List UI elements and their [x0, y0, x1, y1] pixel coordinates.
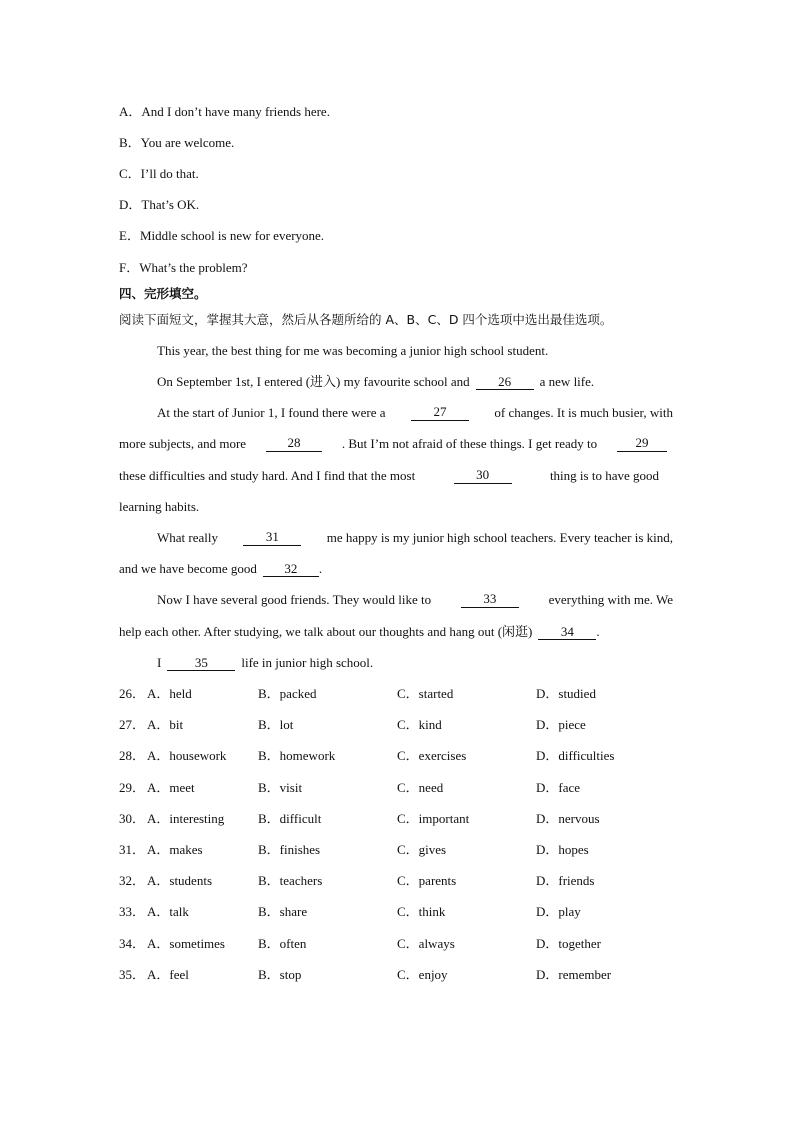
- option-b[interactable]: B．share: [258, 904, 308, 919]
- blank-34[interactable]: 34: [538, 625, 596, 640]
- option-d[interactable]: D．face: [536, 780, 581, 795]
- question-row: [119, 717, 679, 733]
- passage-text: life in junior high school.: [241, 655, 374, 670]
- section-heading: 四、完形填空。: [119, 286, 207, 301]
- option-c[interactable]: C．started: [397, 686, 454, 701]
- passage-text: more subjects, and more: [119, 436, 247, 451]
- option-a[interactable]: A．held: [147, 686, 192, 701]
- question-number: 31．: [119, 842, 146, 857]
- section-instruction: 阅读下面短文，掌握其大意，然后从各题所给的 A、B、C、D 四个选项中选出最佳选项。: [119, 312, 613, 327]
- option-c[interactable]: C．enjoy: [397, 967, 448, 982]
- passage-text: me happy is my junior high school teachers. Every teacher is kind,: [326, 530, 673, 545]
- passage-text: At the start of Junior 1, I found there were a: [157, 405, 386, 420]
- option-a[interactable]: A．housework: [147, 748, 227, 763]
- prev-option-d: D．That’s OK.: [119, 197, 200, 212]
- option-b[interactable]: B．often: [258, 936, 307, 951]
- passage-text: On September 1st, I entered (进入) my favourite school and: [157, 374, 470, 389]
- blank-31[interactable]: 31: [243, 530, 301, 546]
- question-number: 27．: [119, 717, 146, 732]
- passage-line: [119, 561, 322, 577]
- option-a[interactable]: A．talk: [147, 904, 189, 919]
- blank-35[interactable]: 35: [167, 656, 235, 671]
- question-number: 32．: [119, 873, 146, 888]
- option-c[interactable]: C．parents: [397, 873, 457, 888]
- passage-line: This year, the best thing for me was becoming a junior high school student.: [157, 343, 549, 358]
- question-number: 28．: [119, 748, 146, 763]
- option-d[interactable]: D．hopes: [536, 842, 589, 857]
- question-row: [119, 904, 679, 920]
- question-number: 33．: [119, 904, 146, 919]
- option-d[interactable]: D．remember: [536, 967, 612, 982]
- prev-option-c: C．I’ll do that.: [119, 166, 199, 181]
- question-row: [119, 967, 679, 983]
- prev-option-e: E．Middle school is new for everyone.: [119, 228, 325, 243]
- option-d[interactable]: D．together: [536, 936, 601, 951]
- blank-32[interactable]: 32: [263, 562, 319, 577]
- blank-27[interactable]: 27: [411, 405, 469, 421]
- passage-text: these difficulties and study hard. And I find that the most: [119, 468, 416, 483]
- passage-line: [157, 405, 673, 421]
- option-a[interactable]: A．makes: [147, 842, 203, 857]
- blank-33[interactable]: 33: [461, 592, 519, 608]
- option-b[interactable]: B．finishes: [258, 842, 321, 857]
- question-number: 29．: [119, 780, 146, 795]
- passage-line: [119, 468, 659, 484]
- prev-option-a: A．And I don’t have many friends here.: [119, 104, 330, 119]
- passage-line: learning habits.: [119, 499, 200, 514]
- option-a[interactable]: A．students: [147, 873, 213, 888]
- passage-line: [119, 436, 673, 452]
- passage-text: .: [596, 624, 600, 639]
- option-c[interactable]: C．need: [397, 780, 444, 795]
- passage-line: [119, 624, 600, 640]
- option-b[interactable]: B．visit: [258, 780, 303, 795]
- passage-text: . But I’m not afraid of these things. I get ready to: [341, 436, 598, 451]
- option-a[interactable]: A．feel: [147, 967, 189, 982]
- passage-text: thing is to have good: [549, 468, 659, 483]
- option-c[interactable]: C．gives: [397, 842, 447, 857]
- option-d[interactable]: D．piece: [536, 717, 586, 732]
- passage-line: [157, 530, 673, 546]
- option-b[interactable]: B．homework: [258, 748, 336, 763]
- passage-text: I: [157, 655, 162, 670]
- passage-text: help each other. After studying, we talk about our thoughts and hang out (闲逛): [119, 624, 533, 639]
- question-row: [119, 811, 679, 827]
- question-number: 30．: [119, 811, 146, 826]
- passage-text: and we have become good: [119, 561, 257, 576]
- option-d[interactable]: D．friends: [536, 873, 595, 888]
- blank-30[interactable]: 30: [454, 468, 512, 484]
- option-a[interactable]: A．sometimes: [147, 936, 225, 951]
- option-a[interactable]: A．bit: [147, 717, 184, 732]
- option-b[interactable]: B．stop: [258, 967, 302, 982]
- question-row: [119, 748, 679, 764]
- question-row: [119, 936, 679, 952]
- option-a[interactable]: A．interesting: [147, 811, 225, 826]
- passage-line: [157, 592, 673, 608]
- passage-line: [157, 374, 594, 390]
- option-d[interactable]: D．studied: [536, 686, 596, 701]
- prev-option-f: F．What’s the problem?: [119, 260, 248, 275]
- passage-text: everything with me. We: [548, 592, 673, 607]
- option-b[interactable]: B．difficult: [258, 811, 322, 826]
- option-c[interactable]: C．always: [397, 936, 455, 951]
- option-d[interactable]: D．play: [536, 904, 581, 919]
- question-number: 26．: [119, 686, 146, 701]
- option-a[interactable]: A．meet: [147, 780, 195, 795]
- prev-option-b: B．You are welcome.: [119, 135, 235, 150]
- passage-text: a new life.: [539, 374, 595, 389]
- question-number: 34．: [119, 936, 146, 951]
- option-b[interactable]: B．packed: [258, 686, 317, 701]
- blank-29[interactable]: 29: [617, 436, 667, 452]
- option-c[interactable]: C．think: [397, 904, 446, 919]
- question-row: [119, 873, 679, 889]
- option-d[interactable]: D．nervous: [536, 811, 600, 826]
- option-c[interactable]: C．kind: [397, 717, 442, 732]
- question-number: 35．: [119, 967, 146, 982]
- option-c[interactable]: C．exercises: [397, 748, 467, 763]
- passage-text: .: [318, 561, 323, 576]
- option-c[interactable]: C．important: [397, 811, 470, 826]
- option-d[interactable]: D．difficulties: [536, 748, 615, 763]
- question-row: [119, 780, 679, 796]
- passage-line: [157, 655, 373, 671]
- option-b[interactable]: B．lot: [258, 717, 294, 732]
- option-b[interactable]: B．teachers: [258, 873, 323, 888]
- question-row: [119, 686, 679, 702]
- blank-26[interactable]: 26: [476, 375, 534, 390]
- passage-text: of changes. It is much busier, with: [494, 405, 673, 420]
- passage-text: What really: [157, 530, 218, 545]
- passage-text: Now I have several good friends. They would like to: [157, 592, 432, 607]
- question-row: [119, 842, 679, 858]
- blank-28[interactable]: 28: [266, 436, 322, 452]
